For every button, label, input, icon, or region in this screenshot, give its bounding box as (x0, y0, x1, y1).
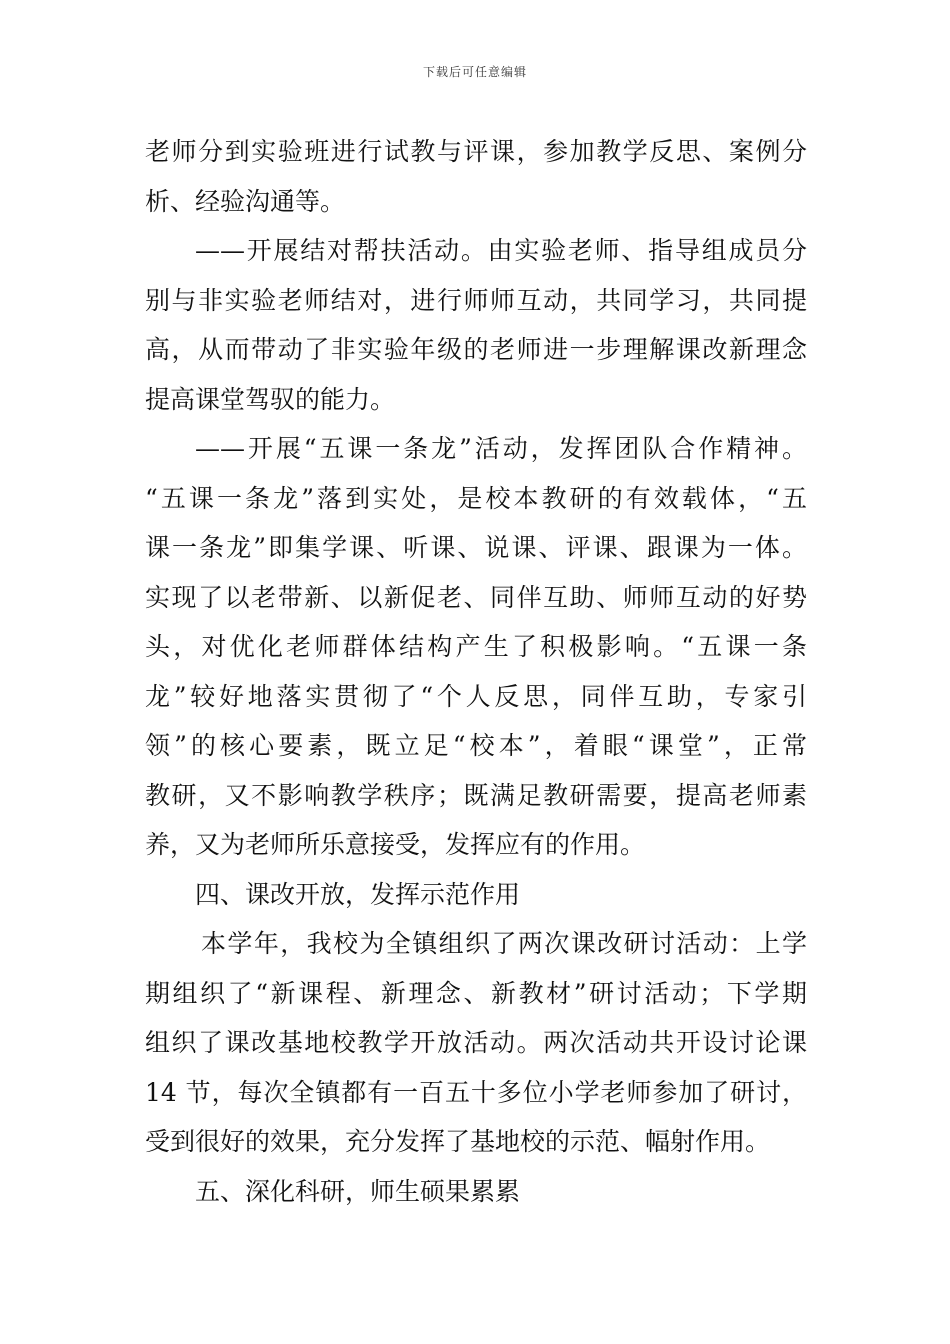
section-heading: 四、课改开放，发挥示范作用 (195, 879, 521, 909)
text-line: 高，从而带动了非实验年级的老师进一步理解课改新理念 (145, 335, 807, 364)
text-line: 课一条龙”即集学课、听课、说课、评课、跟课为一体。 (145, 533, 807, 562)
text-line: 期组织了“新课程、新理念、新教材”研讨活动；下学期 (145, 978, 807, 1008)
text-line: 14 节，每次全镇都有一百五十多位小学老师参加了研讨， (145, 1077, 807, 1107)
text-line: 养，又为老师所乐意接受，发挥应有的作用。 (145, 830, 646, 859)
text-line: 提高课堂驾驭的能力。 (145, 384, 396, 414)
section-heading: 五、深化科研，师生硕果累累 (195, 1176, 521, 1206)
text-line: 教研，又不影响教学秩序；既满足教研需要，提高老师素 (145, 780, 807, 810)
document-body (145, 127, 807, 1216)
text-line: 头，对优化老师群体结构产生了积极影响。“五课一条 (145, 632, 807, 661)
text-line: 组织了课改基地校教学开放活动。两次活动共开设讨论课 (145, 1028, 807, 1057)
text-line: 本学年，我校为全镇组织了两次课改研讨活动：上学 (201, 929, 807, 958)
text-line: ——开展“五课一条龙”活动，发挥团队合作精神。 (195, 434, 807, 463)
text-line: ——开展结对帮扶活动。由实验老师、指导组成员分 (195, 236, 807, 265)
text-line: 析、经验沟通等。 (145, 186, 346, 216)
page-header: 下载后可任意编辑 (422, 65, 527, 79)
text-line: 别与非实验老师结对，进行师师互动，共同学习，共同提 (145, 285, 807, 315)
text-line: 龙”较好地落实贯彻了“个人反思，同伴互助，专家引 (145, 681, 807, 711)
text-line: 受到很好的效果，充分发挥了基地校的示范、幅射作用。 (145, 1127, 771, 1156)
text-line: 领”的核心要素，既立足“校本”，着眼“课堂”，正常 (145, 731, 807, 760)
text-line: 实现了以老带新、以新促老、同伴互助、师师互动的好势 (145, 582, 807, 612)
text-line: “五课一条龙”落到实处，是校本教研的有效载体，“五 (145, 483, 807, 513)
text-line: 老师分到实验班进行试教与评课，参加教学反思、案例分 (145, 137, 807, 166)
